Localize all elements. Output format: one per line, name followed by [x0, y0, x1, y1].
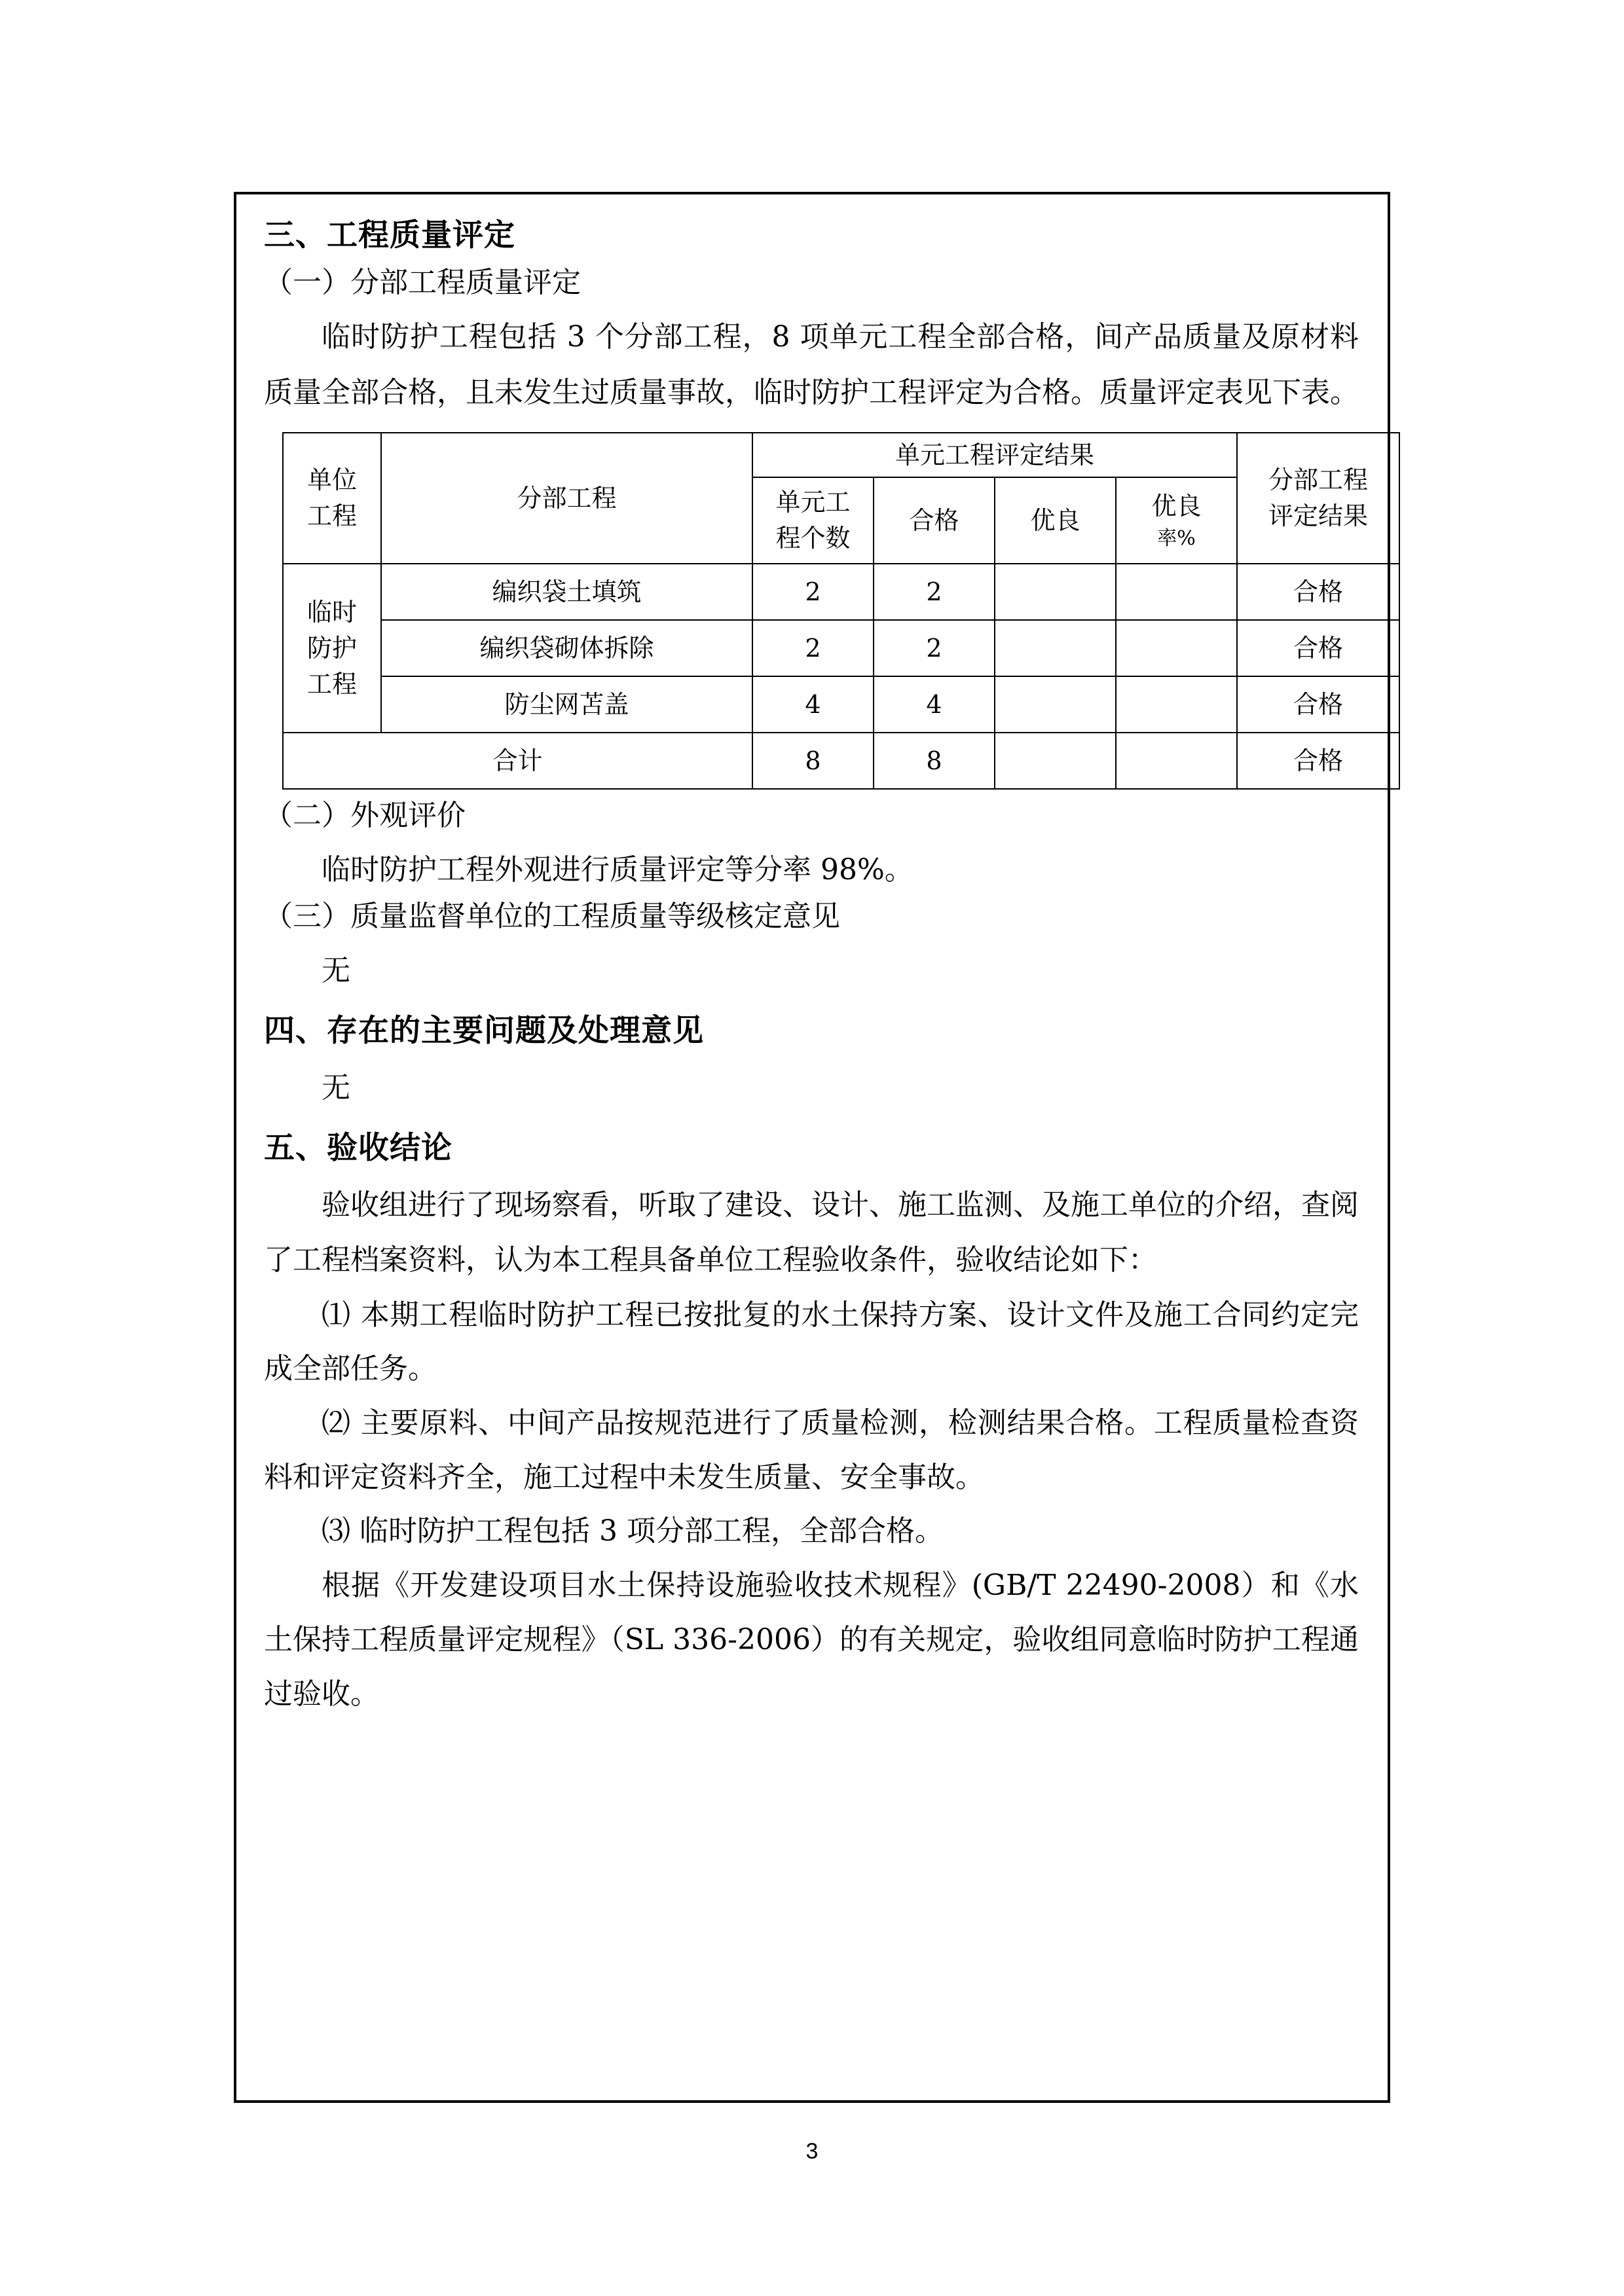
cell-unit-count: 2 — [752, 564, 874, 620]
section-3-heading: 三、工程质量评定 — [264, 217, 515, 253]
cell-sub-result: 合格 — [1237, 564, 1399, 620]
cell-excellent — [995, 620, 1116, 676]
cell-excellent-rate — [1116, 676, 1237, 733]
header-excellent: 优良 — [995, 477, 1116, 564]
section-4-body: 无 — [322, 1070, 350, 1104]
table-row — [283, 676, 1399, 733]
header-sub-project-result-line2: 评定结果 — [1268, 501, 1368, 531]
cell-total-excellent-rate — [1116, 733, 1237, 789]
section-3-3-body: 无 — [322, 953, 350, 987]
section-3-2-heading: （二）外观评价 — [264, 799, 466, 833]
header-unit-count — [752, 477, 874, 564]
cell-excellent-rate — [1116, 564, 1237, 620]
spacer — [264, 1115, 1359, 1129]
table-row — [283, 620, 1399, 676]
section-5-item-1: ⑴ 本期工程临时防护工程已按批复的水土保持方案、设计文件及施工合同约定完成全部任务。 — [264, 1298, 1359, 1386]
cell-sub-result: 合格 — [1237, 676, 1399, 733]
section-5-heading: 五、验收结论 — [264, 1130, 452, 1167]
section-5-closing: 根据《开发建设项目水土保持设施验收技术规程》(GB/T 22490-2008）和《水土保持工程质量评定规程》（SL 336-2006）的有关规定，验收组同意临时防护工程通过验收。 — [264, 1569, 1359, 1711]
header-sub-project: 分部工程 — [381, 433, 752, 564]
cell-excellent-rate — [1116, 620, 1237, 676]
cell-sub-project: 编织袋土填筑 — [381, 564, 752, 620]
cell-sub-project: 防尘网苫盖 — [381, 676, 752, 733]
cell-total-excellent — [995, 733, 1116, 789]
section-3-2-paragraph: 临时防护工程外观进行质量评定等分率 98%。 — [322, 853, 913, 887]
unit-project-name-line2: 防护 — [306, 633, 357, 663]
cell-total-unit-count: 8 — [752, 733, 874, 789]
section-4-heading: 四、存在的主要问题及处理意见 — [264, 1013, 704, 1049]
cell-unit-count: 4 — [752, 676, 874, 733]
header-qualified: 合格 — [874, 477, 995, 564]
header-sub-project-result — [1237, 433, 1399, 564]
header-excellent-rate — [1116, 477, 1237, 564]
cell-total-qualified: 8 — [874, 733, 995, 789]
spacer — [264, 998, 1359, 1012]
cell-qualified: 2 — [874, 564, 995, 620]
cell-sub-project: 编织袋砌体拆除 — [381, 620, 752, 676]
quality-evaluation-table — [282, 432, 1400, 790]
page-number: 3 — [805, 2139, 819, 2164]
header-unit-result-group: 单元工程评定结果 — [752, 433, 1237, 477]
cell-qualified: 2 — [874, 620, 995, 676]
cell-excellent — [995, 676, 1116, 733]
header-excellent-rate-line1: 优良 — [1151, 491, 1202, 520]
header-unit-project-line2: 工程 — [306, 501, 357, 531]
section-3-1-paragraph: 临时防护工程包括 3 个分部工程，8 项单元工程全部合格，间产品质量及原材料质量全部合格，且未发生过质量事故，临时防护工程评定为合格。质量评定表见下表。 — [264, 320, 1359, 409]
quality-evaluation-table-container — [282, 432, 1400, 790]
header-excellent-rate-line2: 率% — [1157, 527, 1196, 551]
section-5-item-2: ⑵ 主要原料、中间产品按规范进行了质量检测，检测结果合格。工程质量检查资料和评定资料齐全，施工过程中未发生质量、安全事故。 — [264, 1406, 1359, 1494]
header-unit-count-line1: 单元工 — [775, 488, 851, 517]
header-unit-project-line1: 单位 — [306, 465, 357, 495]
cell-unit-count: 2 — [752, 620, 874, 676]
section-3-1-heading: （一）分部工程质量评定 — [264, 266, 581, 300]
section-3-3-heading: （三）质量监督单位的工程质量等级核定意见 — [264, 899, 840, 933]
section-5-item-3: ⑶ 临时防护工程包括 3 项分部工程，全部合格。 — [322, 1514, 944, 1548]
header-unit-count-line2: 程个数 — [775, 524, 851, 553]
header-unit-project — [283, 433, 381, 564]
unit-project-name-line3: 工程 — [306, 669, 357, 699]
cell-qualified: 4 — [874, 676, 995, 733]
cell-excellent — [995, 564, 1116, 620]
unit-project-name-line1: 临时 — [306, 597, 357, 627]
table-header-row-1 — [283, 433, 1399, 477]
section-5-intro: 验收组进行了现场察看，听取了建设、设计、施工监测、及施工单位的介绍，查阅了工程档案资料，认为本工程具备单位工程验收条件，验收结论如下： — [264, 1188, 1359, 1277]
cell-total-label: 合计 — [283, 733, 752, 789]
table-row — [283, 564, 1399, 620]
page-content-body — [236, 194, 1388, 2100]
cell-sub-result: 合格 — [1237, 620, 1399, 676]
table-total-row — [283, 733, 1399, 789]
page-content-frame — [234, 192, 1390, 2103]
header-sub-project-result-line1: 分部工程 — [1268, 465, 1368, 495]
cell-unit-project-name — [283, 564, 381, 733]
cell-total-sub-result: 合格 — [1237, 733, 1399, 789]
